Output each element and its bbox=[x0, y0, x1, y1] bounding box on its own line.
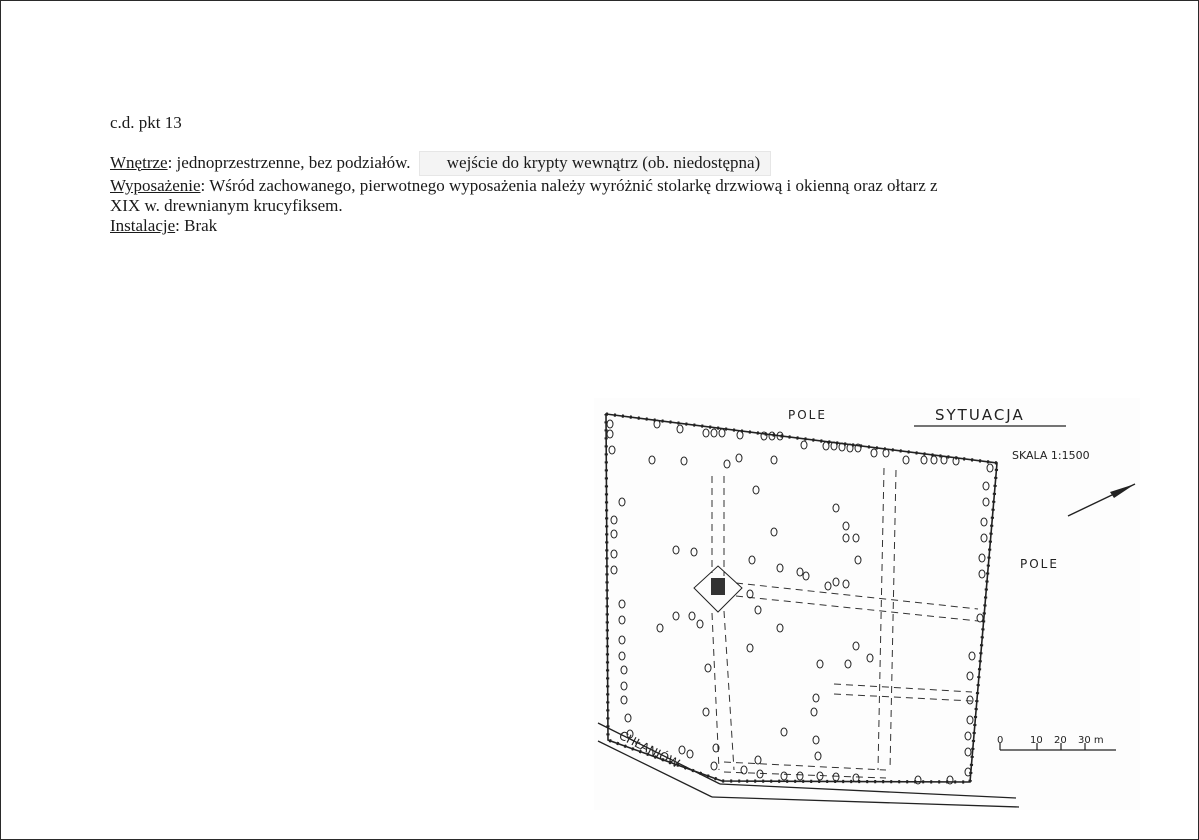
site-plan-drawing bbox=[594, 398, 1140, 810]
scale-tick-10: 10 bbox=[1030, 735, 1043, 746]
boundary-fence-dots bbox=[606, 414, 997, 782]
interior-note: wejście do krypty wewnątrz (ob. niedostępna) bbox=[419, 151, 771, 176]
scale-tick-20: 20 bbox=[1054, 735, 1067, 746]
interior-label: Wnętrze bbox=[110, 153, 168, 172]
scale-tick-0: 0 bbox=[997, 735, 1004, 746]
interior-text: : jednoprzestrzenne, bez podziałów. bbox=[167, 153, 411, 172]
road bbox=[598, 723, 1019, 807]
furnishing-text: : Wśród zachowanego, pierwotnego wyposażenia należy wyróżnić stolarkę drzwiową i okienną oraz ołtarz z bbox=[200, 176, 938, 195]
north-arrow-icon bbox=[1068, 484, 1135, 516]
plan-title: SYTUACJA bbox=[935, 406, 1025, 424]
page-reference: c.d. pkt 13 bbox=[110, 113, 182, 132]
paths bbox=[712, 468, 978, 778]
road-label: CHŁANIÓW bbox=[616, 728, 682, 771]
graves bbox=[607, 420, 993, 784]
furnishing-label: Wyposażenie bbox=[110, 176, 201, 195]
furnishing-line bbox=[110, 176, 1100, 196]
installations-line bbox=[110, 216, 1100, 236]
site-plan bbox=[594, 398, 1140, 810]
installations-text: : Brak bbox=[175, 216, 218, 235]
installations-label: Instalacje bbox=[110, 216, 176, 235]
furnishing-line-2: XIX w. drewnianym krucyfiksem. bbox=[110, 196, 343, 215]
field-top-label: POLE bbox=[788, 408, 827, 422]
cemetery-boundary bbox=[606, 414, 997, 782]
scale-label: SKALA 1:1500 bbox=[1012, 449, 1090, 462]
chapel-marker bbox=[711, 578, 725, 595]
field-right-label: POLE bbox=[1020, 557, 1059, 571]
description-text bbox=[110, 151, 1100, 236]
scale-tick-30: 30 m bbox=[1078, 735, 1104, 746]
interior-line bbox=[110, 151, 1100, 176]
